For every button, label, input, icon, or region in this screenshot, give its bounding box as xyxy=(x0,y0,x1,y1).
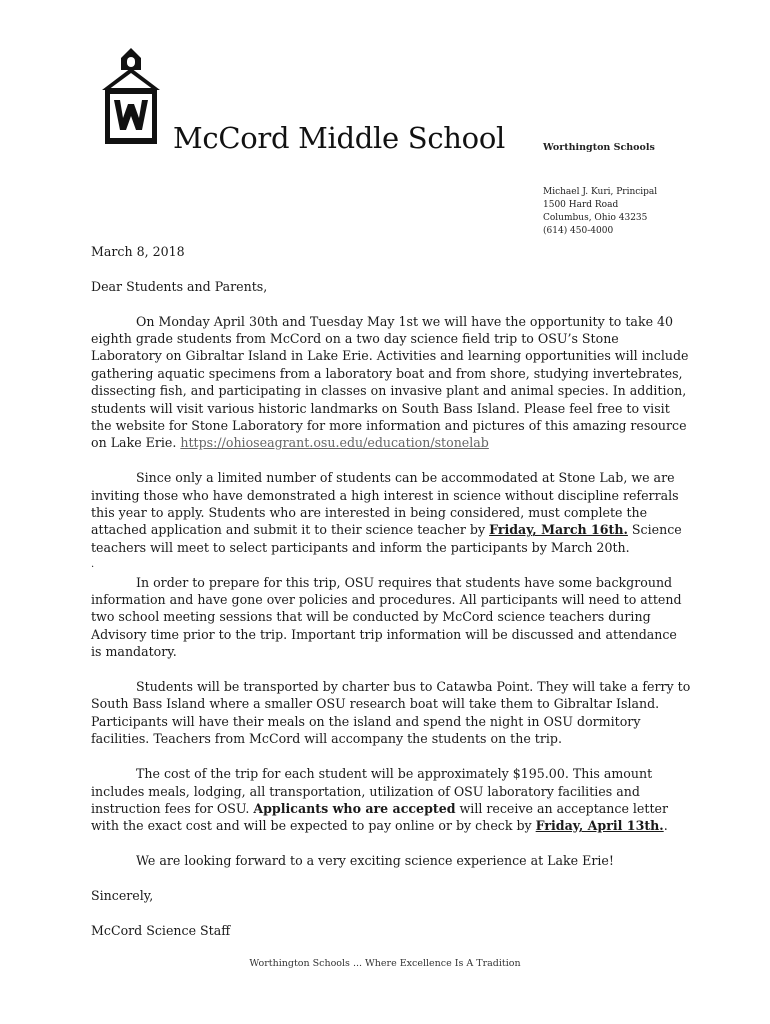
paragraph-cost-text: The cost of the trip for each student will be approximately $195.00. This amount includes meals, lodging, all transportation, utilization of OSU laboratory facilities and instruction fees for OSU. xyxy=(91,766,653,816)
paragraph-application xyxy=(91,469,691,556)
signature: McCord Science Staff xyxy=(91,922,231,938)
footer-tagline: Worthington Schools ... Where Excellence Is A Tradition xyxy=(249,958,521,969)
paragraph-intro-text: On Monday April 30th and Tuesday May 1st we will have the opportunity to take 40 eighth grade students from McCord on a two day science field trip to OSU’s Stone Laboratory on Gibraltar Island in Lake Erie. Activities and learning opportunities will include gathering aquatic specimens from a laboratory boat and from shore, studying invertebrates, dissecting fish, and participating in classes on invasive plant and animal species. In addition, students will visit various historic landmarks on South Bass Island. Please feel free to visit the website for Stone Laboratory for more information and pictures of this amazing resource on Lake Erie. xyxy=(91,313,689,451)
letter-body xyxy=(91,243,691,939)
stonelab-link[interactable]: https://ohioseagrant.osu.edu/education/stonelab xyxy=(180,435,489,451)
salutation: Dear Students and Parents, xyxy=(91,278,268,294)
paragraph-cost-end: . xyxy=(663,818,668,834)
application-deadline: Friday, March 16th. xyxy=(489,522,628,538)
paragraph-application-tail: Science teachers will meet to select participants and inform the participants by March 20th. xyxy=(91,522,682,555)
stray-dot: . xyxy=(91,559,95,571)
district-name: Worthington Schools xyxy=(543,142,655,153)
schoolhouse-logo xyxy=(100,44,162,146)
address-line: 1500 Hard Road xyxy=(543,200,619,210)
paragraph-cost-mid: will receive an acceptance letter with the exact cost and will be expected to pay online or by check by xyxy=(91,800,668,834)
paragraph-preparation: In order to prepare for this trip, OSU requires that students have some background information and have gone over policies and procedures. All participants will need to attend two school meeting sessions that will be conducted by McCord science teachers during Advisory time prior to the trip. Important trip information will be discussed and attendance is mandatory. xyxy=(91,574,682,660)
paragraph-closing: We are looking forward to a very exciting science experience at Lake Erie! xyxy=(136,853,614,869)
payment-deadline: Friday, April 13th. xyxy=(535,818,664,834)
principal-line: Michael J. Kuri, Principal xyxy=(543,187,658,197)
letter-date: March 8, 2018 xyxy=(91,244,185,259)
phone-line: (614) 450-4000 xyxy=(543,226,614,236)
contact-block xyxy=(543,186,657,238)
paragraph-cost xyxy=(91,765,691,835)
city-line: Columbus, Ohio 43235 xyxy=(543,213,648,223)
accepted-applicants: Applicants who are accepted xyxy=(253,800,456,816)
paragraph-application-text: Since only a limited number of students can be accommodated at Stone Lab, we are inviting those who have demonstrated a high interest in science without discipline referrals this year to apply. Students who are interested in being considered, must complete the attached application and submit it to their science teacher by xyxy=(91,470,679,538)
school-name: McCord Middle School xyxy=(173,121,505,155)
paragraph-intro xyxy=(91,313,691,452)
closing: Sincerely, xyxy=(91,887,154,903)
paragraph-transport: Students will be transported by charter bus to Catawba Point. They will take a ferry to South Bass Island where a smaller OSU research boat will take them to Gibraltar Island. Participants will have their meals on the island and spend the night in OSU dormitory facilities. Teachers from McCord will accompany the students on the trip. xyxy=(91,679,691,747)
